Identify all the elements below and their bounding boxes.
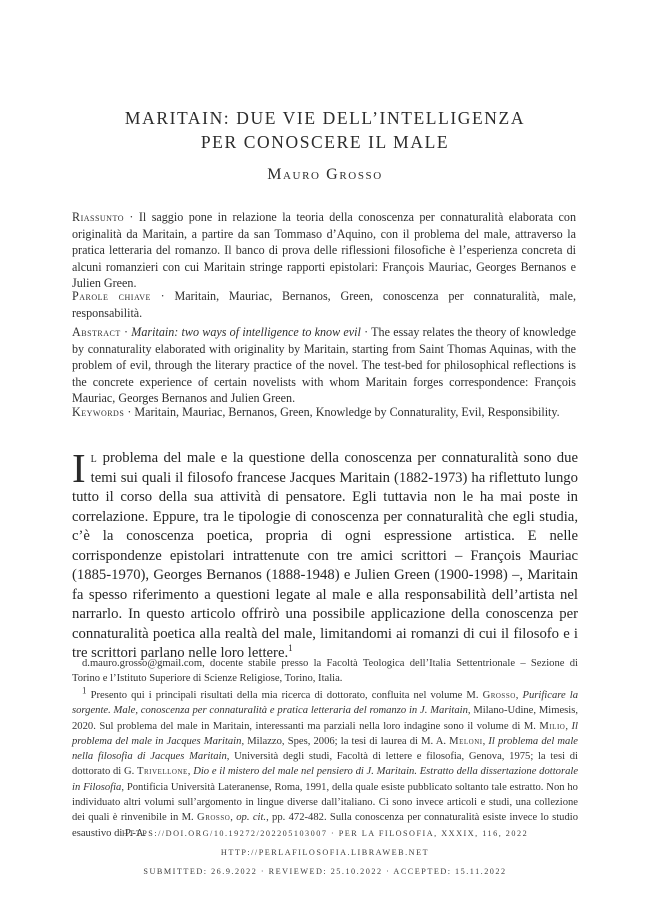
- keywords-block: [72, 404, 576, 421]
- footnote-text: ,: [482, 735, 489, 747]
- footnote-text: ,: [515, 690, 523, 701]
- keywords-label: Keywords: [72, 405, 125, 419]
- parole-chiave-label: Parole chiave: [72, 289, 151, 303]
- body-lead-smallcaps: l: [90, 450, 98, 466]
- riassunto-separator: ·: [123, 210, 139, 224]
- article-title-line-2: PER CONOSCERE IL MALE: [200, 132, 450, 152]
- keywords-separator: ·: [124, 405, 135, 419]
- abstract-separator: ·: [120, 325, 132, 339]
- footnote-number: 1: [82, 685, 87, 696]
- body-text: problema del male e la questione della conoscenza per connaturalità sono due temi sui quali il filosofo francese Jacques Maritain (1882-1973) ha riflettuto lungo tutto il corso della sua attività di pensatore. Egli tuttavia non le ha mai poste in correlazione. Eppure, tra le tipologie di conoscenza per connaturalità che egli studia, c’è la conoscenza poetica, propria di ogni espressione artistica. E nelle corrispondenze epistolari intrattenute con tre amici scrittori – François Mauriac (1885-1970), Georges Bernanos (1888-1948) e Julien Green (1900-1998) –, Maritain fa spesso riferimento a questioni legate al male e alla responsabilità dell’artista nel narrarlo. In questo articolo offrirò una possibile applicazione della conoscenza per connaturalità poetica alla realtà del male, limitandomi ai romanzi di cui il filosofo e i tre scrittori parlano nelle loro lettere.: [72, 450, 578, 661]
- footnote-title: Purificare la sorgente. Male, conoscenza per connaturalità e pratica letteraria del romanzo in J. Maritain: [72, 690, 578, 717]
- footnote-title: Il problema del male nella filosofia di Jacques Maritain: [72, 735, 578, 763]
- keywords-text: Maritain, Mauriac, Bernanos, Green, Knowledge by Connaturality, Evil, Responsibility.: [134, 405, 560, 419]
- footnote-author: Milio: [539, 720, 566, 732]
- parole-chiave-separator: ·: [150, 289, 175, 303]
- body-paragraph: [72, 445, 578, 664]
- footnote-text: , Milano-Udine, Mimesis, 2020. Sul problema del male in Maritain, interessanti ma parziali nella loro indagine sono il volume di M.: [72, 705, 578, 732]
- abstract-label: Abstract: [72, 325, 121, 339]
- footnote-ref-1[interactable]: 1: [288, 643, 293, 654]
- footnote-text: , Pontificia Università Lateranense, Roma, 1991, della quale esiste pubblicato soltanto tale estratto. Non ho individuato altri volumi sull’argomento in lingue diverse dall’italiano. Ci sono invece articoli e studi, una collezione dei quali è rinvenibile in M.: [72, 781, 578, 824]
- footnote-author: Grosso: [197, 812, 231, 824]
- footnote-text: , Milazzo, Spes, 2006; la tesi di laurea di M. A.: [241, 735, 450, 747]
- author-name: Mauro Grosso: [267, 166, 383, 183]
- footnote-author: Trivellone: [137, 766, 188, 778]
- abstract-text: · The essay relates the theory of knowledge by connaturality elaborated with originality by Maritain, starting from Saint Thomas Aquinas, with the problem of evil, through the literary practice of the novel. The test-bed for philosophical reflections is the concrete experience of certain novelists with whom Maritain forges correspondence: François Mauriac, Georges Bernanos and Julien Green.: [72, 325, 576, 406]
- article-title-line-1: MARITAIN: DUE VIE DELL’INTELLIGENZA: [124, 108, 526, 128]
- parole-chiave-block: [72, 288, 576, 321]
- abstract-block: [72, 324, 576, 407]
- footnote-text: ,: [187, 766, 194, 778]
- footnote-1: [72, 685, 579, 841]
- footer-url-line[interactable]: HTTP://PERLAFILOSOFIA.LIBRAWEB.NET: [220, 848, 430, 857]
- footer-dates-line: SUBMITTED: 26.9.2022 · REVIEWED: 25.10.2022 · ACCEPTED: 15.11.2022: [143, 867, 507, 876]
- footnote-text: ,: [565, 720, 572, 732]
- footnote-title: op. cit.: [236, 812, 267, 824]
- footnote-title: Il problema del male in Jacques Maritain: [72, 720, 579, 747]
- footnote-text: ,: [230, 812, 237, 824]
- riassunto-block: [72, 209, 576, 292]
- riassunto-text: Il saggio pone in relazione la teoria della conoscenza per connaturalità elaborata con originalità da Maritain, a partire da san Tommaso d’Aquino, con il problema del male, attraverso la pratica letteraria del romanzo. Il banco di prova delle riflessioni filosofiche è l’esperienza concreta di alcuni romanzieri con cui Maritain stringe rapporti epistolari: François Mauriac, Georges Bernanos e Julien Green.: [72, 210, 577, 291]
- parole-chiave-text: Maritain, Mauriac, Bernanos, Green, conoscenza per connaturalità, male, responsabilità.: [72, 289, 576, 320]
- footnote-title: Dio e il mistero del male nel pensiero di J. Maritain. Estratto della dissertazione dottorale in Filosofia: [72, 766, 579, 793]
- footnote-author: Meloni: [449, 735, 483, 747]
- footnote-author: Grosso: [482, 690, 516, 701]
- riassunto-label: Riassunto: [72, 210, 124, 224]
- footer-doi-line[interactable]: HTTPS://DOI.ORG/10.19272/202205103007 · PER LA FILOSOFIA, XXXIX, 116, 2022: [121, 829, 529, 838]
- footnote-text: , pp. 472-482. Sulla conoscenza per connaturalità esiste invece lo studio esaustivo di P.-A.: [72, 812, 579, 839]
- author-note: d.mauro.grosso@gmail.com, docente stabile presso la Facoltà Teologica dell’Italia Settentrionale – Sezione di Torino e l’Istituto Superiore di Scienze Religiose, Torino, Italia.: [72, 658, 578, 685]
- drop-cap: I: [72, 445, 86, 491]
- abstract-title: Maritain: two ways of intelligence to know evil: [131, 325, 361, 339]
- footnote-text: , Università degli studi, Facoltà di lettere e filosofia, Genova, 1975; la tesi di dottorato di G.: [72, 751, 578, 778]
- footnote-text: Presento qui i principali risultati della mia ricerca di dottorato, confluita nel volume M.: [86, 690, 483, 701]
